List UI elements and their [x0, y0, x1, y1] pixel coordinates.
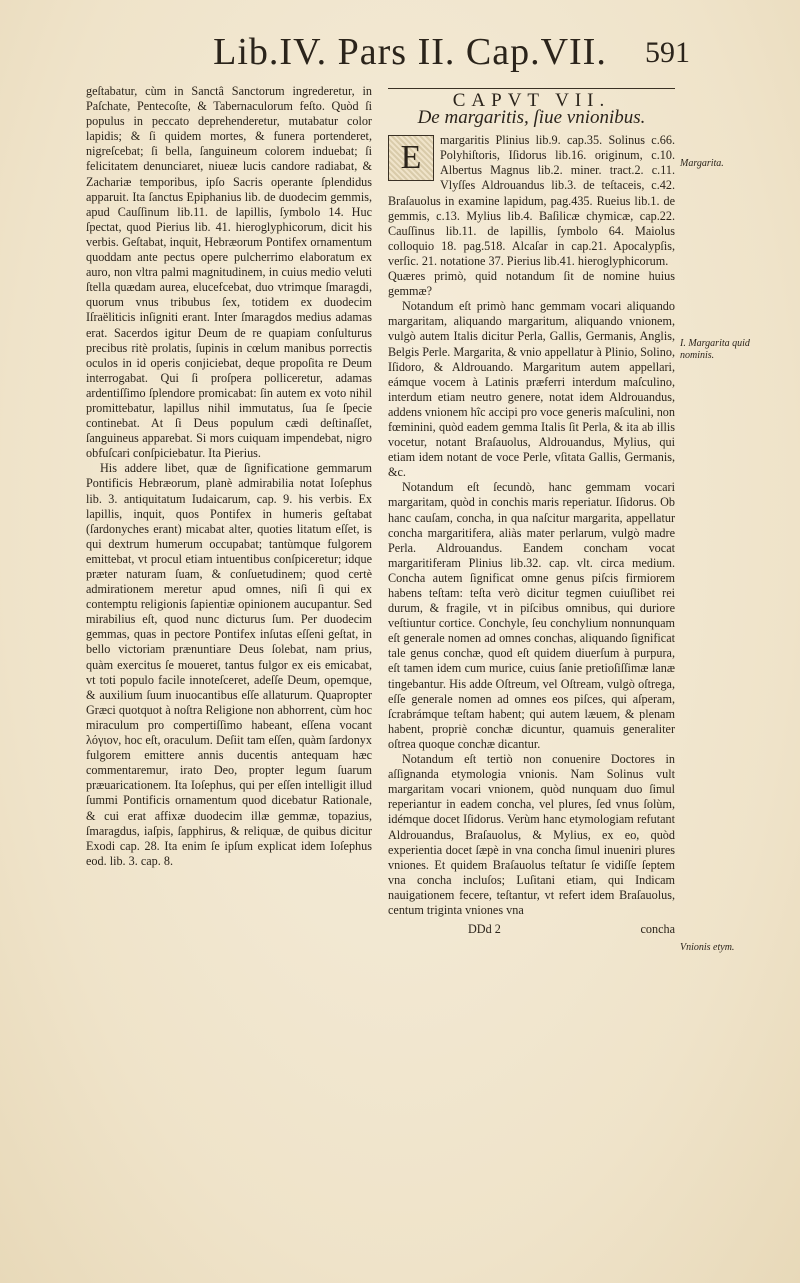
- left-column: [86, 84, 372, 869]
- paragraph-intro: [388, 133, 675, 269]
- chapter-title: CAPVT VII.: [452, 90, 611, 111]
- paragraph: His addere libet, quæ de ſignificatione gemmarum Pontificis Hebræorum, planè admirabilia notat Ioſephus lib. 3. antiquitatum Iudaicarum, cap. 9. his verbis. Ex lapillis, inquit, quos Pontifex in humeris geſtabat (ſardonyches erant) micabat alter, quoties litatum eſſet, is qui dextrum humerum occupabat; tantùmque fulgorem emittebat, vt procul etiam intuentibus conſpiceretur; idque præter naturam ſuam, & conſuetudinem; quod certè admirationem meretur apud omnes, niſi ſi qui ex contemptu religionis ſapientiæ opinionem aucupantur. Sed mirabilius eſt, quod nunc dicturus ſum. Per duodecim gemmas, quas in pectore Pontifex inſutas eſſeni geſtat, in bello victoriam prænuntiare Deus ſolebat, nam prius, quàm exercitus ſe moueret, tantus fulgor ex eis emicabat, vt toti populo facile innoteſceret, adeſſe Deum, opemque, & auxilium ſuum inuocantibus eſſe allaturum. Quapropter Græci quotquot à noſtra Religione non abhorrent, cùm hoc miraculum pro compertiſſimo habeant, eſſena vocant λόγιον, hoc eſt, oraculum. Deſiit tam eſſen, quàm ſardonyx fulgorem emittere annis ducentis antequam hæc commentaremur, irato Deo, propter legum ſuarum præuaricationem. Ita Ioſephus, qui per eſſen intelligit illud ſummi Pontificis ornamentum quod dicebatur Rationale, & cui erat affixæ duodecim illæ gemmæ, topazius, ſmaragdus, iaſpis, ſapphirus, & reliquæ, de quibus dicitur Exodi cap. 28. Ita enim ſe ipſum explicat idem Ioſephus eod. lib. 3. cap. 8.: [86, 461, 372, 868]
- paragraph: Notandum eſt ſecundò, hanc gemmam vocari margaritam, quòd in conchis maris reperiatur. Iſidorus. Ob hanc cauſam, concha, in qua naſcitur margarita, appellatur concha margaritifera, aliàs mater perlarum, vulgò madre Perla. Aldrouandus. Eandem concham vocat margaritiferam Plinius lib.32. cap. vlt. circa medium. Concha autem ſignificat omne genus piſcis firmiorem habens teſtam: teſta verò dicitur tegmen cuiuſlibet rei durum, & fragile, vt in piſcibus omnibus, qui duriore veſtiuntur cortice. Conchyle, ſeu conchylium nonnunquam eſt generale nomen ad omnes conchas, aliquando ſignificat tale genus conchæ, quod eſt quidem diuerſum à purpura, eſt tamen idem cum murice, cuius ſanie pretioſiſſimæ lanæ tingebantur. His adde Oſtreum, vel Oſtream, vulgò oſtrega, eſſe generale nomen ad omnes eos piſces, qui aſperam, ſcrabrámque teſtam habent; qui autem læuem, & plenam habent, propriè conchæ dicuntur, quamuis generaliter oſtrea quoque conchæ dicantur.: [388, 480, 675, 751]
- page-number: 591: [645, 36, 690, 69]
- signature-mark: DDd 2: [468, 922, 501, 937]
- catchword: concha: [640, 922, 675, 937]
- right-column: [388, 84, 675, 937]
- paragraph: Notandum eſt primò hanc gemmam vocari aliquando margaritam, aliquando margaritum, aliquando vnionem, vulgò autem Italis dicitur Perla, Gallis, Germanis, Anglis, Belgis Perle. Margarita, & vnio appellatur à Plinio, Solino, Iſidoro, & Aldrouando. Margaritum autem appellari, eámque vocem à Latinis præferri interdum maſculino, interdum etiam neutro genere, notat idem Aldrouandus, addens vnionem hîc accipi pro voce generis maſculini, non fœminini, quòd eadem gemma Italis ſit Perla, & ita ab illis vocetur, notant Braſauolus, Aldrouandus, Mylius, qui etiam idem notant de voce Perle, vſitata Gallis, Germanis, &c.: [388, 299, 675, 480]
- margin-note: Vnionis etym.: [680, 942, 735, 953]
- paragraph: geſtabatur, cùm in Sanctâ Sanctorum ingrederetur, in Paſchate, Pentecoſte, & Tabernaculorum feſto. Quòd ſi populus in peccato deprehenderetur, mutabatur color lapidis; & ſi quidem mortes, & funera portenderet, nigreſcebat; ſi bella, ſanguineum colorem induebat; ſi felicitatem denunciaret, niueæ lucis candore radiabat, & Zachariæ temporibus, ipſo Sacris operante ſplendidus apparuit. Ita ſanctus Epiphanius lib. de duodecim gemmis, apud Cauſſinum lib.11. de lapillis, ſymbolo 14. Huc ſpectat, quod Pierius lib. 41. hieroglyphicorum, dicit his verbis. Geſtabat, inquit, Hebræorum Pontifex ornamentum quoddam ante pectus opere pulcherrimo elaboratum ex auro, non vltra palmi magnitudinem, in cuius medio veluti ſtella quædam aurea, elucefcebat, duo vtrimque ſmaragdi, quorum vnus tribubus ſex, totidem ex duodecim Iſraëliticis inſigniti erant. Inter ſmaragdos medius adamas erat. Sacerdos igitur Deum de re quapiam conſulturus precibus ritè prolatis, ſupinis in cœlum manibus porrectis oculos in id operis conjiciebat, deque propoſita re Deum interrogabat. Qui ſi proſpera polliceretur, adamas ardentiſſimo ſplendore promicabat: ſin autem ex voto nihil promittebatur, lapillus nihil immutatus, ſua ſe ſpecie continebat. At ſi Deus populum cædi deſtinaſſet, ſanguineus apparebat. Si mors cuiquam impendebat, nigro obfuſcari conſpiciebatur. Ita Pierius.: [86, 84, 372, 461]
- paragraph-text: margaritis Plinius lib.9. cap.35. Solinus c.66. Polyhiſtoris, Iſidorus lib.16. originum, c.10. Albertus Magnus lib.2. miner. tract.2. c.11. Vlyſſes Aldrouandus lib.3. de teſtaceis, c.42. Braſauolus in examine lapidum, pag.435. Rueius lib.1. de gemmis, c.13. Mylius lib.4. Baſilicæ chymicæ, cap.22. Cauſſinus lib.11. de lapillis, ſymbolo 64. Maiolus colloquio 18. pag.518. Alcaſar in cap.21. Apocalypſis, verſic. 21. notatione 37. Pierius lib.41. hieroglyphicorum.: [388, 133, 675, 268]
- paragraph: Quæres primò, quid notandum ſit de nomine huius gemmæ?: [388, 269, 675, 299]
- divider: [388, 88, 675, 89]
- margin-note: I. Margarita quid nominis.: [680, 338, 750, 361]
- drop-cap: E: [388, 135, 434, 181]
- paragraph: Notandum eſt tertiò non conuenire Doctores in aſſignanda etymologia vnionis. Nam Solinus vult margaritam vocari vnionem, quòd nunquam duo ſimul reperiantur in eadem concha, vel plures, ſed vnus ſolùm, idémque docet Iſidorus. Verùm hanc etymologiam refutant Aldrouandus, Braſauolus, & Mylius, ex eo, quòd experientia docet ſæpè in vna concha ſimul inueniri plures vniones. Et quidem Braſauolus teſtatur ſe vidiſſe ſeptem vna concha incluſos; Luſitani etiam, qui Indicam nauigationem fecere, teſtantur, vt refert idem Braſauolus, centum triginta vniones vna: [388, 752, 675, 917]
- chapter-subtitle: De margaritis, ſiue vnionibus.: [417, 107, 646, 129]
- margin-note: Margarita.: [680, 158, 724, 169]
- running-head: Lib.IV. Pars II. Cap.VII.: [213, 31, 607, 73]
- catchwords: [388, 922, 675, 937]
